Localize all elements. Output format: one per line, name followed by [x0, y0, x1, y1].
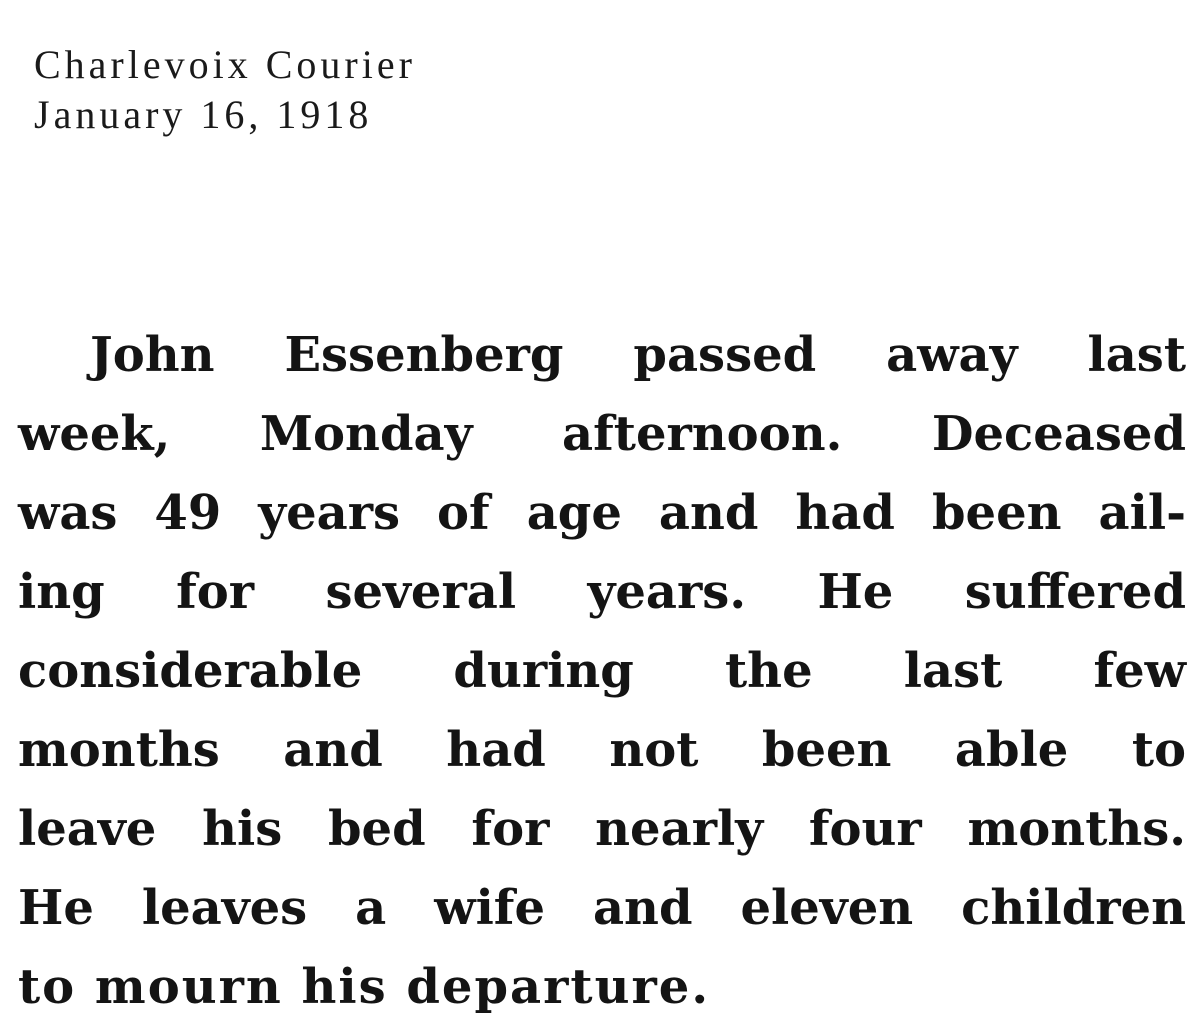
article-line: ing for several years. He suffered [18, 564, 1186, 620]
publication-date: January 16, 1918 [34, 92, 373, 137]
clipping-header [34, 40, 416, 140]
article-line: considerable during the last few [18, 643, 1186, 699]
article-line: to mourn his departure. [18, 959, 711, 1015]
article-line: leave his bed for nearly four months. [18, 801, 1186, 857]
article-line: He leaves a wife and eleven children [18, 880, 1186, 936]
publication-name: Charlevoix Courier [34, 42, 416, 87]
article-line: John Essenberg passed away last [90, 327, 1186, 383]
article-line: week, Monday afternoon. Deceased [18, 406, 1186, 462]
obituary-article [18, 316, 1186, 1027]
article-line: was 49 years of age and had been ail- [18, 485, 1186, 541]
article-line: months and had not been able to [18, 722, 1186, 778]
